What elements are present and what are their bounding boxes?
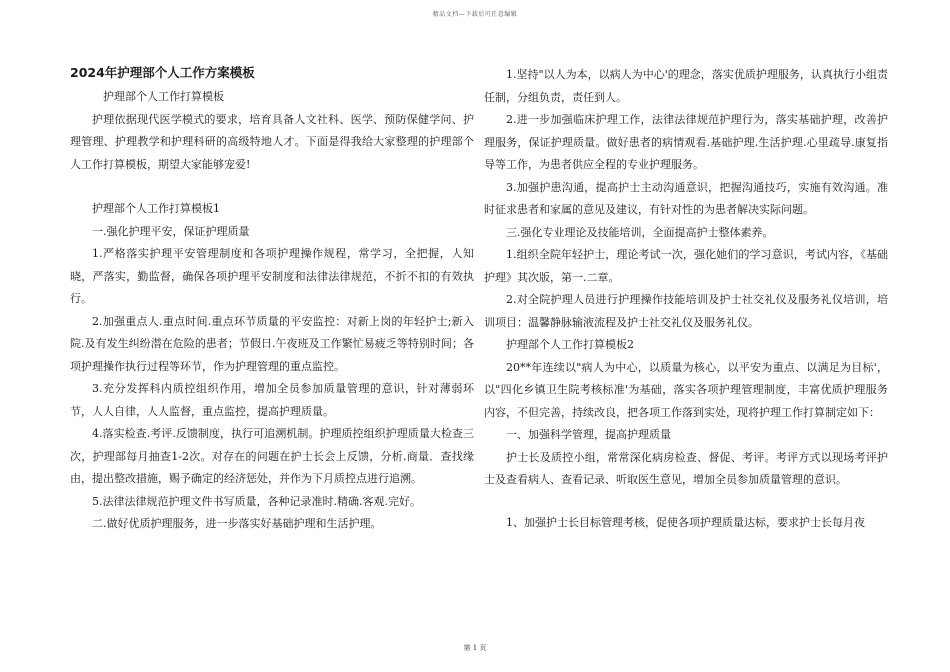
page-header: 精品文档—下载后可任意编辑 xyxy=(432,11,518,18)
paragraph-2-3: 3.加强护患沟通，提高护士主动沟通意识，把握沟通技巧，实施有效沟通。准时征求患者和家属的意见及建议，有针对性的为患者解决实际问题。 xyxy=(484,180,888,216)
right-column xyxy=(484,64,888,534)
section-title-template-2: 护理部个人工作打算模板2 xyxy=(506,338,634,351)
paragraph-t2-2: 1、加强护士长目标管理考核，促使各项护理质量达标，要求护士长每月夜 xyxy=(506,515,865,529)
page-number: 第 1 页 xyxy=(463,644,487,652)
intro-paragraph: 护理依据现代医学模式的要求，培育具备人文社科、医学、预防保健学问、护理管理、护理教学和护理科研的高级特地人才。下面是得我给大家整理的护理部个人工作打算模板，期望大家能够宠爱! xyxy=(70,112,474,171)
heading-1: 一.强化护理平安，保证护理质量 xyxy=(92,224,250,238)
paragraph-2-2: 2.进一步加强临床护理工作，法律法律规范护理行为，落实基础护理，改善护理服务，保证护理质量。做好患者的病情观看.基础护理.生活护理.心里疏导.康复指导等工作，为患者供应全程的专业护理服务。 xyxy=(484,113,888,171)
paragraph-1-3: 3.充分发挥科内质控组织作用，增加全员参加质量管理的意识，针对薄弱环节，人人自律，人人监督，重点监控，提高护理质量。 xyxy=(70,382,474,418)
document-title: 2024年护理部个人工作方案模板 xyxy=(70,65,255,80)
paragraph-1-5: 5.法律法律规范护理文件书写质量，各种记录准时.精确.客观.完好。 xyxy=(92,494,421,508)
heading-3: 三.强化专业理论及技能培训，全面提高护士整体素养。 xyxy=(506,225,774,239)
heading-2: 二.做好优质护理服务，进一步落实好基础护理和生活护理。 xyxy=(92,517,382,530)
paragraph-t2-1: 护士长及质控小组，常常深化病房检查、督促、考评。考评方式以现场考评护士及查看病人、查看记录、听取医生意见，增加全员参加质量管理的意识。 xyxy=(484,450,888,486)
heading-t2-1: 一、加强科学管理，提高护理质量 xyxy=(506,428,671,441)
section-title-template-1: 护理部个人工作打算模板1 xyxy=(92,202,220,215)
left-column xyxy=(70,64,474,536)
paragraph-1-4: 4.落实检查.考评.反馈制度，执行可追溯机制。护理质控组织护理质量大检查三次，护理部每月抽查1-2次。对存在的问题在护士长会上反馈，分析.商量．查找缘由，提出整改措施，赐予确定的经济惩处，并作为下月质控点进行追溯。 xyxy=(70,427,474,485)
paragraph-t2-intro: 20**年连续以"病人为中心，以质量为核心，以平安为重点、以满足为目标'，以"四化乡镇卫生院考核标准'为基础，落实各项护理管理制度，丰富优质护理服务内容，不但完善，持续改良，把各项工作落到实处，现将护理工作打算制定如下： xyxy=(484,360,888,419)
paragraph-3-1: 1.组织全院年轻护士，理论考试一次，强化她们的学习意识，考试内容，《基础护理》其次版，第一.二章。 xyxy=(484,248,888,284)
paragraph-3-2: 2.对全院护理人员进行护理操作技能培训及护士社交礼仪及服务礼仪培训，培训项目：温馨静脉输液流程及护士社交礼仪及服务礼仪。 xyxy=(484,293,888,329)
paragraph-1-1: 1.严格落实护理平安管理制度和各项护理操作规程，常学习，全把握，人知晓，严落实，勤监督，确保各项护理平安制度和法律法律规范，不折不扣的有效执行。 xyxy=(70,247,474,305)
paragraph-1-2: 2.加强重点人.重点时间.重点环节质量的平安监控：对新上岗的年轻护士;新入院.及有发生纠纷潜在危险的患者；节假日.午夜班及工作繁忙易疲乏等特别时间；各项护理操作执行过程等环节，作为护理管理的重点监控。 xyxy=(70,314,474,373)
paragraph-2-1: 1.坚持"以人为本，以病人为中心'的理念，落实优质护理服务，认真执行小组责任制，分组负责，责任到人。 xyxy=(484,68,888,104)
document-subtitle: 护理部个人工作打算模板 xyxy=(103,90,224,103)
